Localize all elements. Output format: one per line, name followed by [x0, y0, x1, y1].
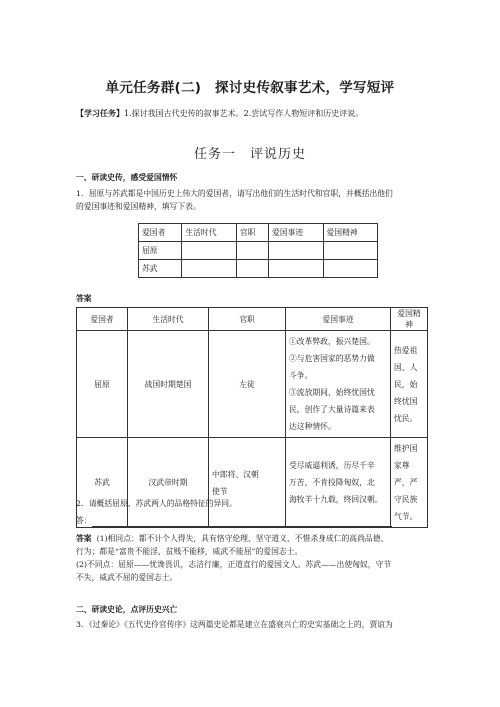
- table-header: 官职: [236, 224, 268, 242]
- answer-prefix: 答：: [76, 516, 92, 525]
- deed-line: 民，创作了大量诗篇来表: [289, 405, 375, 414]
- spirit-line: 民，始终忧国: [394, 379, 418, 406]
- table-header-row: [139, 224, 378, 242]
- answer-2-label: 答案: [76, 534, 92, 543]
- deed-line: 达这种情怀。: [289, 422, 336, 431]
- table-cell[interactable]: [269, 260, 323, 278]
- deed-line: 海牧羊十九载，终回汉朝。: [289, 495, 383, 504]
- table-row: [139, 242, 378, 260]
- spirit-line: 严，严守民族: [394, 478, 418, 504]
- table-cell: 屈原: [139, 242, 182, 260]
- question-1-line-2: 的爱国事迹和爱国精神，填写下表。: [76, 202, 201, 211]
- table-cell[interactable]: [236, 242, 268, 260]
- table-header: 生活时代: [128, 308, 209, 331]
- page-title: 单元任务群(二) 探讨史传叙事艺术，学写短评: [105, 80, 395, 96]
- deed-line: ③流放期间，始终忧国忧: [289, 388, 375, 397]
- deed-line: 斗争。: [289, 371, 313, 380]
- table-cell[interactable]: [269, 242, 323, 260]
- post-line: 中郎将、汉朝: [212, 469, 259, 479]
- learning-task-label: 【学习任务】: [76, 109, 124, 118]
- table-header: 爱国事迹: [269, 224, 323, 242]
- table-header: 爱国者: [139, 224, 182, 242]
- table-cell: 汉武帝时期: [128, 438, 209, 528]
- question-3: 3．《过秦论》《五代史伶官传序》这两篇史论都是建立在盛衰兴亡的史实基础之上的，贾谊为: [76, 620, 393, 629]
- table-cell[interactable]: [323, 260, 378, 278]
- table-cell[interactable]: [182, 260, 236, 278]
- table-header-row: [77, 308, 428, 331]
- deed-line: 万苦，不肯投降匈奴，北: [289, 478, 375, 487]
- table-cell-spirit: [391, 438, 428, 528]
- table-header: 生活时代: [182, 224, 236, 242]
- spirit-line: 忧民。: [394, 413, 418, 423]
- answer-2-line-4: 不失，威武不屈的爱国志士。: [76, 573, 178, 582]
- answer-blank[interactable]: [92, 517, 392, 527]
- answer-line: [76, 514, 392, 527]
- task-heading: 任务一 评说历史: [193, 147, 306, 162]
- table-cell: 战国时期楚国: [128, 331, 209, 438]
- table-cell: 苏武: [139, 260, 182, 278]
- table-cell: 屈原: [77, 331, 128, 438]
- table-cell-deeds: [286, 331, 391, 438]
- table-cell: 左徒: [209, 331, 286, 438]
- table-header: 爱国精神: [323, 224, 378, 242]
- question-2: 2．请概括屈原、苏武两人的品格特征的异同。: [76, 499, 237, 508]
- deed-line: 受尽威逼利诱，历尽千辛: [289, 461, 375, 470]
- table-cell[interactable]: [182, 242, 236, 260]
- learning-task: [76, 108, 363, 119]
- post-line: 使节: [212, 486, 228, 496]
- table-header: 爱国者: [77, 308, 128, 331]
- blank-table: [138, 223, 378, 278]
- answer-2-line-3: (2)不同点：屈原——忧谗畏讥，志洁行廉，正道直行的爱国文人。苏武——出使匈奴，守节: [76, 560, 392, 569]
- learning-task-text: 1.探讨我国古代史传的叙事艺术。2.尝试写作人物短评和历史评说。: [124, 109, 364, 118]
- spirit-line: 热爱祖国、人: [394, 345, 418, 372]
- table-row: [139, 260, 378, 278]
- table-header: 爱国事迹: [286, 308, 391, 331]
- answer-2-line-1: (1)相同点：都不计个人得失，具有恪守伦理、坚守道义、不惜杀身成仁的高尚品德、: [96, 534, 389, 543]
- question-1: [76, 187, 393, 213]
- table-row: [77, 331, 428, 438]
- answer-table: [76, 307, 428, 528]
- table-cell[interactable]: [323, 242, 378, 260]
- answer-label: 答案: [76, 294, 92, 303]
- table-cell: 苏武: [77, 438, 128, 528]
- answer-2-line-2: 行为；都是“富贵不能淫，贫贱不能移，威武不能屈”的爱国志士。: [76, 547, 303, 556]
- table-cell-spirit: [391, 331, 428, 438]
- deed-line: ①改革弊政，振兴楚国。: [289, 337, 375, 346]
- table-cell[interactable]: [236, 260, 268, 278]
- answer-2: [76, 532, 436, 584]
- deed-line: ②与危害国家的恶势力做: [289, 354, 375, 363]
- spirit-line: 维护国家尊: [394, 444, 418, 470]
- spirit-line: 气节。: [394, 512, 418, 521]
- section-heading-2: 二、研读史论，点评历史兴亡: [76, 605, 178, 614]
- question-1-line-1: 1．屈原与苏武都是中国历史上伟大的爱国者，请写出他们的生活时代和官职，并概括出他们: [76, 189, 393, 198]
- table-header: 爱国精神: [391, 308, 428, 331]
- section-heading-1: 一、研读史传，感受爱国情怀: [76, 173, 178, 182]
- table-header: 官职: [209, 308, 286, 331]
